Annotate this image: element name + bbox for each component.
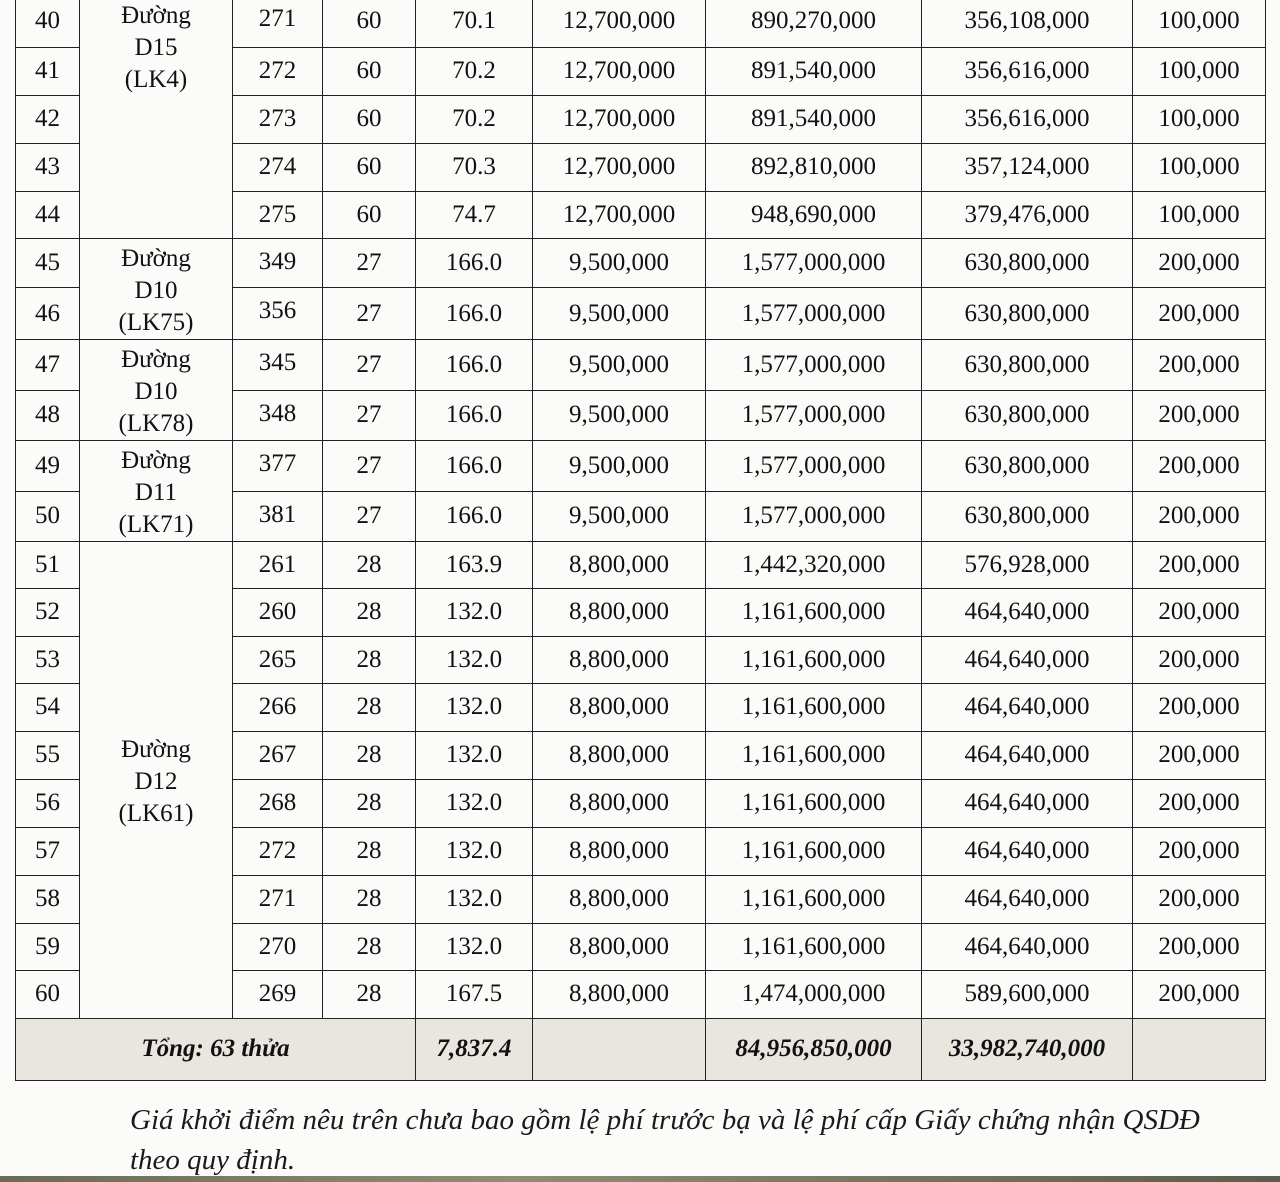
total-price-cell: 1,577,000,000 (706, 491, 922, 542)
row-number: 54 (16, 684, 80, 732)
fee-cell: 200,000 (1133, 589, 1266, 637)
total-price-cell: 1,161,600,000 (706, 780, 922, 828)
lot-number: 272 (233, 48, 323, 96)
map-sheet: 27 (323, 441, 416, 492)
lot-number: 266 (233, 684, 323, 732)
deposit-cell: 464,640,000 (922, 589, 1133, 637)
fee-cell: 200,000 (1133, 732, 1266, 780)
fee-cell: 100,000 (1133, 192, 1266, 239)
deposit-cell: 630,800,000 (922, 340, 1133, 391)
map-sheet: 60 (323, 192, 416, 239)
unit-price-cell: 9,500,000 (533, 441, 706, 492)
street-group-line: D10 (134, 378, 178, 405)
unit-price-cell: 12,700,000 (533, 192, 706, 239)
row-number: 43 (16, 144, 80, 192)
fee-cell: 100,000 (1133, 96, 1266, 144)
unit-price-cell: 8,800,000 (533, 637, 706, 684)
map-sheet: 28 (323, 828, 416, 876)
fee-cell: 200,000 (1133, 876, 1266, 924)
fee-cell: 200,000 (1133, 390, 1266, 441)
street-group-line: Đường (121, 2, 191, 29)
row-number: 59 (16, 924, 80, 971)
table-row (16, 441, 1266, 492)
lot-number: 275 (233, 192, 323, 239)
map-sheet: 28 (323, 780, 416, 828)
total-fee-empty (1133, 1019, 1266, 1081)
street-group-line: D11 (134, 479, 178, 506)
lot-number: 348 (233, 390, 323, 441)
map-sheet: 28 (323, 684, 416, 732)
lot-number: 274 (233, 144, 323, 192)
fee-cell: 200,000 (1133, 828, 1266, 876)
lot-number: 260 (233, 589, 323, 637)
total-price-cell: 1,442,320,000 (706, 542, 922, 589)
deposit-cell: 589,600,000 (922, 971, 1133, 1019)
total-price-cell: 890,270,000 (706, 0, 922, 48)
total-price-cell: 891,540,000 (706, 96, 922, 144)
area-cell: 132.0 (416, 684, 533, 732)
unit-price-cell: 8,800,000 (533, 971, 706, 1019)
map-sheet: 60 (323, 0, 416, 48)
area-cell: 132.0 (416, 780, 533, 828)
fee-cell: 200,000 (1133, 491, 1266, 542)
footnote: Giá khởi điểm nêu trên chưa bao gồm lệ phí trước bạ và lệ phí cấp Giấy chứng nhận QSDĐ theo quy định. (130, 1104, 1200, 1176)
total-price-cell: 1,161,600,000 (706, 732, 922, 780)
deposit-cell: 356,616,000 (922, 96, 1133, 144)
area-cell: 132.0 (416, 828, 533, 876)
area-cell: 132.0 (416, 637, 533, 684)
total-price-cell: 1,577,000,000 (706, 340, 922, 391)
street-group-line: Đường (121, 346, 191, 373)
lot-number: 268 (233, 780, 323, 828)
total-price-cell: 948,690,000 (706, 192, 922, 239)
fee-cell: 200,000 (1133, 637, 1266, 684)
fee-cell: 100,000 (1133, 144, 1266, 192)
map-sheet: 27 (323, 288, 416, 340)
fee-cell: 200,000 (1133, 684, 1266, 732)
total-price-cell: 1,577,000,000 (706, 390, 922, 441)
street-group-line: (LK71) (118, 511, 194, 538)
row-number: 53 (16, 637, 80, 684)
lot-number: 272 (233, 828, 323, 876)
street-group-line: Đường (121, 245, 191, 272)
fee-cell: 100,000 (1133, 0, 1266, 48)
map-sheet: 28 (323, 637, 416, 684)
street-group-line: D15 (134, 34, 178, 61)
area-cell: 70.2 (416, 48, 533, 96)
table-row (16, 340, 1266, 391)
street-group-cell (80, 340, 233, 441)
total-row (16, 1019, 1266, 1081)
unit-price-cell: 8,800,000 (533, 876, 706, 924)
row-number: 51 (16, 542, 80, 589)
deposit-cell: 464,640,000 (922, 924, 1133, 971)
row-number: 50 (16, 491, 80, 542)
unit-price-cell: 8,800,000 (533, 542, 706, 589)
unit-price-cell: 12,700,000 (533, 0, 706, 48)
area-cell: 70.3 (416, 144, 533, 192)
area-cell: 163.9 (416, 542, 533, 589)
area-cell: 166.0 (416, 441, 533, 492)
row-number: 58 (16, 876, 80, 924)
unit-price-cell: 12,700,000 (533, 144, 706, 192)
street-group-cell (80, 542, 233, 1019)
total-area: 7,837.4 (416, 1019, 533, 1081)
deposit-cell: 630,800,000 (922, 441, 1133, 492)
street-group-cell (80, 239, 233, 340)
area-cell: 132.0 (416, 876, 533, 924)
row-number: 42 (16, 96, 80, 144)
lot-number: 273 (233, 96, 323, 144)
row-number: 46 (16, 288, 80, 340)
deposit-cell: 357,124,000 (922, 144, 1133, 192)
street-group-line: (LK4) (124, 66, 188, 93)
row-number: 45 (16, 239, 80, 288)
total-label: Tổng: 63 thửa (16, 1019, 416, 1081)
lot-number: 261 (233, 542, 323, 589)
map-sheet: 27 (323, 239, 416, 288)
lot-number: 381 (233, 491, 323, 542)
map-sheet: 28 (323, 876, 416, 924)
lot-number: 267 (233, 732, 323, 780)
deposit-cell: 356,108,000 (922, 0, 1133, 48)
total-price-cell: 1,577,000,000 (706, 441, 922, 492)
total-unit-price-empty (533, 1019, 706, 1081)
total-price-cell: 1,161,600,000 (706, 876, 922, 924)
table-row (16, 0, 1266, 48)
deposit-cell: 379,476,000 (922, 192, 1133, 239)
map-sheet: 28 (323, 542, 416, 589)
deposit-cell: 630,800,000 (922, 390, 1133, 441)
street-group-line: Đường (121, 736, 191, 763)
map-sheet: 28 (323, 971, 416, 1019)
street-group-line: (LK75) (118, 309, 194, 336)
unit-price-cell: 9,500,000 (533, 390, 706, 441)
area-cell: 166.0 (416, 340, 533, 391)
street-group-line: Đường (121, 447, 191, 474)
street-group-line: D12 (134, 768, 178, 795)
total-price: 84,956,850,000 (706, 1019, 922, 1081)
street-group-line: (LK61) (118, 800, 194, 827)
unit-price-cell: 9,500,000 (533, 340, 706, 391)
lot-number: 269 (233, 971, 323, 1019)
unit-price-cell: 8,800,000 (533, 732, 706, 780)
fee-cell: 200,000 (1133, 441, 1266, 492)
total-price-cell: 1,161,600,000 (706, 637, 922, 684)
lot-number: 271 (233, 876, 323, 924)
fee-cell: 100,000 (1133, 48, 1266, 96)
area-cell: 70.1 (416, 0, 533, 48)
row-number: 40 (16, 0, 80, 48)
unit-price-cell: 12,700,000 (533, 48, 706, 96)
lot-number: 345 (233, 340, 323, 391)
unit-price-cell: 12,700,000 (533, 96, 706, 144)
fee-cell: 200,000 (1133, 239, 1266, 288)
row-number: 60 (16, 971, 80, 1019)
map-sheet: 60 (323, 48, 416, 96)
area-cell: 74.7 (416, 192, 533, 239)
total-deposit: 33,982,740,000 (922, 1019, 1133, 1081)
deposit-cell: 464,640,000 (922, 732, 1133, 780)
unit-price-cell: 8,800,000 (533, 780, 706, 828)
deposit-cell: 356,616,000 (922, 48, 1133, 96)
total-price-cell: 1,577,000,000 (706, 288, 922, 340)
table-row (16, 542, 1266, 589)
street-group-line: (LK78) (118, 410, 194, 437)
row-number: 55 (16, 732, 80, 780)
lot-number: 270 (233, 924, 323, 971)
fee-cell: 200,000 (1133, 542, 1266, 589)
total-price-cell: 1,161,600,000 (706, 924, 922, 971)
row-number: 56 (16, 780, 80, 828)
total-price-cell: 1,161,600,000 (706, 589, 922, 637)
area-cell: 166.0 (416, 239, 533, 288)
deposit-cell: 464,640,000 (922, 684, 1133, 732)
fee-cell: 200,000 (1133, 340, 1266, 391)
map-sheet: 28 (323, 732, 416, 780)
total-price-cell: 892,810,000 (706, 144, 922, 192)
deposit-cell: 464,640,000 (922, 780, 1133, 828)
deposit-cell: 630,800,000 (922, 491, 1133, 542)
table-row (16, 239, 1266, 288)
deposit-cell: 630,800,000 (922, 239, 1133, 288)
total-price-cell: 1,474,000,000 (706, 971, 922, 1019)
map-sheet: 28 (323, 589, 416, 637)
total-price-cell: 891,540,000 (706, 48, 922, 96)
total-price-cell: 1,161,600,000 (706, 828, 922, 876)
lot-number: 265 (233, 637, 323, 684)
map-sheet: 27 (323, 390, 416, 441)
unit-price-cell: 8,800,000 (533, 684, 706, 732)
lot-number: 271 (233, 0, 323, 48)
area-cell: 132.0 (416, 589, 533, 637)
map-sheet: 60 (323, 144, 416, 192)
deposit-cell: 630,800,000 (922, 288, 1133, 340)
fee-cell: 200,000 (1133, 288, 1266, 340)
map-sheet: 60 (323, 96, 416, 144)
street-group-cell (80, 441, 233, 542)
area-cell: 167.5 (416, 971, 533, 1019)
deposit-cell: 464,640,000 (922, 637, 1133, 684)
street-group-line: D10 (134, 277, 178, 304)
area-cell: 132.0 (416, 924, 533, 971)
fee-cell: 200,000 (1133, 924, 1266, 971)
unit-price-cell: 9,500,000 (533, 288, 706, 340)
lot-number: 356 (233, 288, 323, 340)
area-cell: 132.0 (416, 732, 533, 780)
unit-price-cell: 8,800,000 (533, 589, 706, 637)
row-number: 52 (16, 589, 80, 637)
unit-price-cell: 9,500,000 (533, 239, 706, 288)
street-group-cell (80, 0, 233, 239)
photo-edge-strip (0, 1176, 1280, 1182)
map-sheet: 27 (323, 491, 416, 542)
auction-lot-table (15, 0, 1266, 1081)
map-sheet: 28 (323, 924, 416, 971)
total-price-cell: 1,577,000,000 (706, 239, 922, 288)
total-price-cell: 1,161,600,000 (706, 684, 922, 732)
row-number: 49 (16, 441, 80, 492)
row-number: 47 (16, 340, 80, 391)
area-cell: 166.0 (416, 288, 533, 340)
row-number: 44 (16, 192, 80, 239)
lot-number: 377 (233, 441, 323, 492)
deposit-cell: 576,928,000 (922, 542, 1133, 589)
fee-cell: 200,000 (1133, 971, 1266, 1019)
unit-price-cell: 9,500,000 (533, 491, 706, 542)
area-cell: 70.2 (416, 96, 533, 144)
area-cell: 166.0 (416, 491, 533, 542)
lot-number: 349 (233, 239, 323, 288)
unit-price-cell: 8,800,000 (533, 828, 706, 876)
unit-price-cell: 8,800,000 (533, 924, 706, 971)
row-number: 41 (16, 48, 80, 96)
map-sheet: 27 (323, 340, 416, 391)
fee-cell: 200,000 (1133, 780, 1266, 828)
deposit-cell: 464,640,000 (922, 876, 1133, 924)
row-number: 48 (16, 390, 80, 441)
area-cell: 166.0 (416, 390, 533, 441)
deposit-cell: 464,640,000 (922, 828, 1133, 876)
row-number: 57 (16, 828, 80, 876)
